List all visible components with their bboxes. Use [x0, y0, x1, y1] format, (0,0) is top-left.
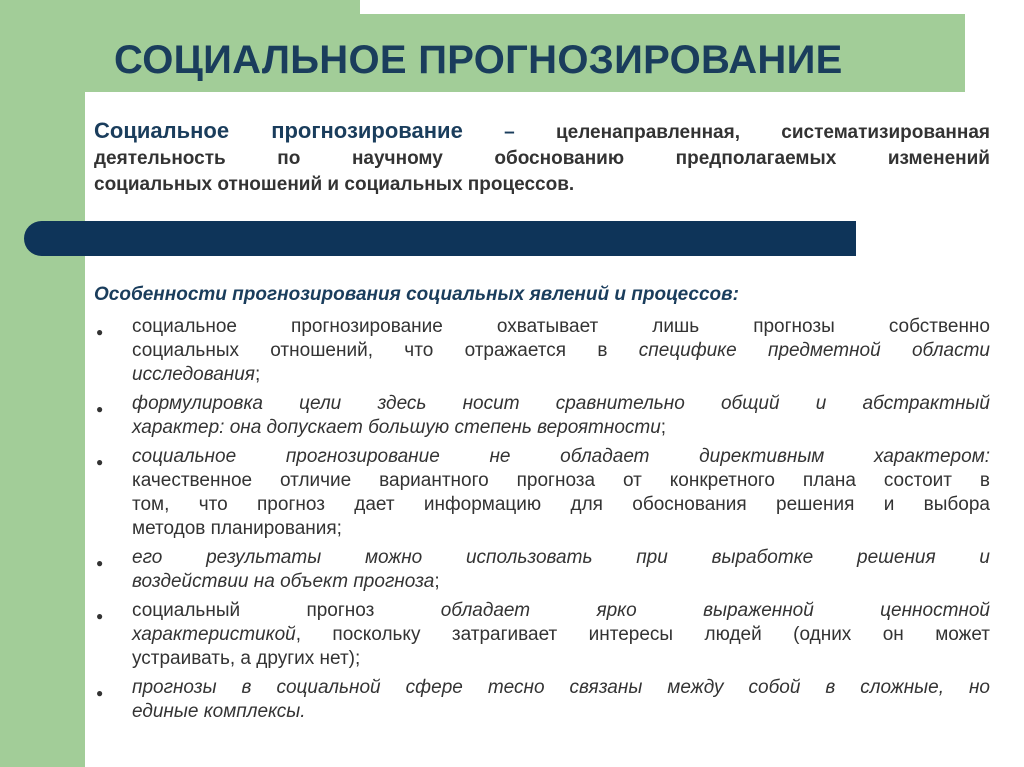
bullet-text-italic: обладает ярко выраженной ценностной	[440, 600, 990, 621]
features-heading: Особенности прогнозирования социальных явлений и процессов:	[94, 284, 739, 305]
bullet-line: социальное прогнозирование не обладает директивным характером:	[132, 446, 990, 467]
bullet-text: социальный прогноз	[132, 600, 441, 621]
slide-title: СОЦИАЛЬНОЕ ПРОГНОЗИРОВАНИЕ	[114, 38, 843, 82]
list-item	[94, 392, 990, 440]
bullet-icon: ●	[96, 556, 104, 570]
bullet-line: методов планирования;	[132, 518, 342, 539]
bullet-icon: ●	[96, 609, 104, 623]
definition-term: Социальное прогнозирование	[94, 118, 463, 143]
bullet-line: его результаты можно использовать при выработке решения и	[132, 547, 990, 568]
bullet-text: ;	[254, 364, 261, 385]
bullet-line: социальное прогнозирование охватывает лишь прогнозы собственно	[132, 316, 990, 337]
bullet-line: прогнозы в социальной сфере тесно связаны между собой в сложные, но	[132, 677, 990, 698]
bullet-text-italic: воздействии на объект прогноза	[132, 571, 435, 592]
bullet-icon: ●	[96, 686, 104, 700]
bullet-line: том, что прогноз дает информацию для обоснования решения и выбора	[132, 494, 990, 515]
divider-bar	[24, 221, 856, 256]
bullet-text: ;	[434, 571, 440, 592]
definition-line1: целенаправленная, систематизированная	[555, 122, 990, 143]
list-item	[94, 445, 990, 541]
bullet-text: , поскольку затрагивает интересы людей (одних он может	[295, 624, 990, 645]
bullet-text-italic: характеристикой	[132, 624, 296, 645]
list-item	[94, 676, 990, 724]
left-green-band	[0, 0, 85, 767]
list-item	[94, 315, 990, 387]
list-item	[94, 546, 990, 594]
bullet-text: ;	[660, 417, 667, 438]
bullet-icon: ●	[96, 325, 104, 339]
definition-line3: социальных отношений и социальных процессов.	[94, 174, 575, 195]
bullet-text: социальных отношений, что отражается в	[132, 340, 639, 361]
definition-paragraph	[94, 118, 990, 198]
bullet-text-italic: характер: она допускает большую степень вероятности	[132, 417, 661, 438]
bullet-line: качественное отличие вариантного прогноза от конкретного плана состоит в	[132, 470, 990, 491]
definition-dash: –	[462, 122, 556, 143]
bullet-text-italic: специфике предметной области	[638, 340, 990, 361]
list-item	[94, 599, 990, 671]
bullet-line: устраивать, а других нет);	[132, 648, 361, 669]
bullet-line: формулировка цели здесь носит сравнительно общий и абстрактный	[132, 393, 990, 414]
definition-line2: деятельность по научному обоснованию предполагаемых изменений	[94, 148, 990, 169]
bullet-icon: ●	[96, 455, 104, 469]
bullet-text-italic: исследования	[132, 364, 255, 385]
bullet-icon: ●	[96, 402, 104, 416]
top-green-strip	[85, 0, 360, 14]
bullet-line: единые комплексы.	[132, 701, 306, 722]
features-list	[94, 315, 990, 729]
